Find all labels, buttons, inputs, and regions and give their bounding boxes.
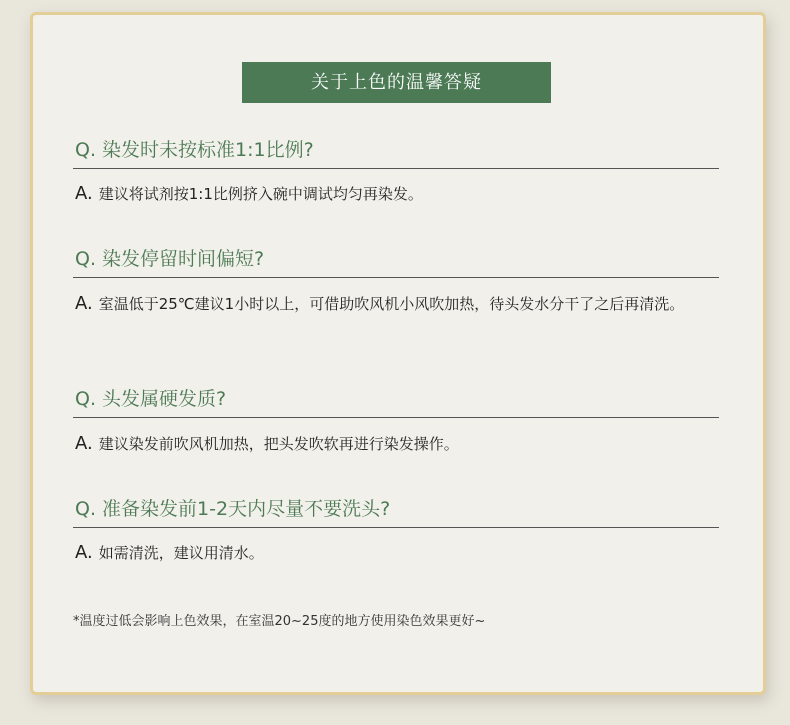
answer-text: 室温低于25℃建议1小时以上，可借助吹风机小风吹加热，待头发水分干了之后再清洗。	[98, 295, 685, 313]
answer-letter: A.	[75, 542, 93, 563]
answer-3	[75, 428, 725, 460]
divider	[73, 277, 719, 278]
divider	[73, 417, 719, 418]
answer-1	[75, 178, 725, 210]
question-1: Q. 染发时未按标准1:1比例?	[75, 139, 314, 161]
answer-2	[75, 288, 725, 320]
section-title: 关于上色的温馨答疑	[242, 62, 551, 103]
question-3: Q. 头发属硬发质?	[75, 388, 227, 410]
question-2: Q. 染发停留时间偏短?	[75, 248, 265, 270]
divider	[73, 527, 719, 528]
answer-text: 建议染发前吹风机加热，把头发吹软再进行染发操作。	[98, 435, 459, 453]
answer-4	[75, 537, 725, 569]
faq-panel	[30, 12, 766, 695]
answer-letter: A.	[75, 183, 93, 204]
answer-text: 如需清洗，建议用清水。	[98, 544, 264, 562]
footnote: *温度过低会影响上色效果，在室温20~25度的地方使用染色效果更好~	[73, 614, 486, 629]
answer-letter: A.	[75, 293, 93, 314]
answer-text: 建议将试剂按1:1比例挤入碗中调试均匀再染发。	[98, 185, 423, 203]
question-4: Q. 准备染发前1-2天内尽量不要洗头?	[75, 498, 391, 520]
answer-letter: A.	[75, 433, 93, 454]
divider	[73, 168, 719, 169]
